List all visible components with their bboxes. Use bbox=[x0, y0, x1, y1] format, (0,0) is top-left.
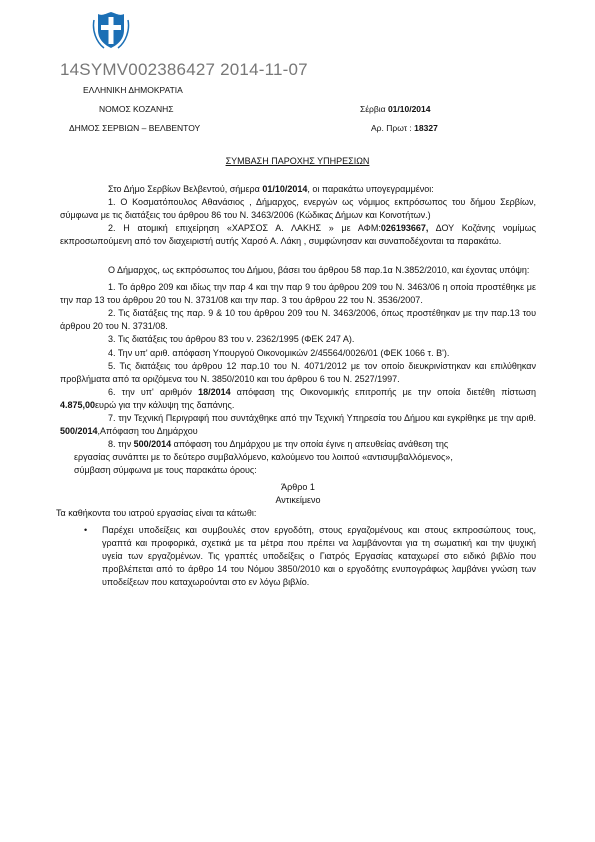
party-2-paragraph bbox=[60, 222, 536, 248]
greek-coat-of-arms-icon bbox=[92, 10, 130, 50]
party-1-paragraph: 1. Ο Κοσματόπουλος Αθανάσιος , Δήμαρχος, ενεργών ως νόμιμος εκπρόσωπος του δήμου Σερβίων, σύμφωνα με τις διατάξεις του άρθρου 86 του Ν. 3463/2006 (Κώδικας Δήμων και Κοινοτήτων.) bbox=[60, 197, 536, 221]
protocol-value: 18327 bbox=[414, 123, 438, 133]
consideration-2: 2. Τις διατάξεις της παρ. 9 & 10 του άρθρου 209 του Ν. 3463/2006, όπως προστέθηκαν με την παρ.13 του άρθρου 20 του Ν. 3731/08. bbox=[60, 308, 536, 332]
consideration-5: 5. Τις διατάξεις του άρθρου 12 παρ.10 του Ν. 4071/2012 με τον οποίο διευκρινίστηκαν και επιλύθηκαν προβλήματα από τα οριζόμενα του Ν. 3850/2010 και του άρθρου 6 του Ν. 2527/1997. bbox=[60, 360, 536, 384]
c8-decision: 500/2014 bbox=[133, 438, 172, 449]
c6-amount: 4.875,00 bbox=[60, 399, 96, 410]
date-label: Σέρβια bbox=[360, 104, 388, 114]
duties-lead: Τα καθήκοντα του ιατρού εργασίας είναι τα κάτωθι: bbox=[56, 508, 257, 519]
c7-text: 7. την Τεχνική Περιγραφή που συντάχθηκε από την Τεχνική Υπηρεσία του Δήμου και εγκρίθηκε με την αριθ. bbox=[108, 412, 536, 423]
party-2-text: 2. Η ατομική επιχείρηση «ΧΑΡΣΟΣ Α. ΛΑΚΗΣ » με ΑΦΜ: bbox=[108, 223, 381, 234]
bullet-icon: • bbox=[84, 525, 88, 536]
header-republic: ΕΛΛΗΝΙΚΗ ΔΗΜΟΚΡΑΤΙΑ bbox=[83, 85, 183, 95]
duty-text: Παρέχει υποδείξεις και συμβουλές στον εργοδότη, στους εργαζομένους και στους εκπροσώπους τους, γραπτά και προφορικά, σχετικά με τα μέτρα που πρέπει να λαμβάνονται για τη σωματική και την ψυχική υγεία των εργαζομένων. Τις γραπτές υποδείξεις ο Γιατρός Εργασίας καταχωρεί στο ειδικό βιβλίο που προβλέπεται από το άρθρο 14 του Νόμου 3850/2010 και ο εργοδότης ενυπογράφως λαμβάνει γνώση των υποδείξεων που καταχωρούνται στο εν λόγω βιβλίο. bbox=[102, 525, 536, 588]
c6-text: 6. την υπ' αριθμόν bbox=[108, 386, 199, 397]
c7-text-end: ,Απόφαση του Δημάρχου bbox=[97, 425, 198, 436]
consideration-3: 3. Τις διατάξεις του άρθρου 83 του ν. 2362/1995 (ΦΕΚ 247 Α). bbox=[108, 334, 355, 345]
consideration-1: 1. Το άρθρο 209 και ιδίως την παρ 4 και την παρ 9 του άρθρου 209 του Ν. 3463/06 η οποία προστέθηκε με την παρ 13 του άρθρου 20 του Ν. 3731/08 και την παρ. 3 του άρθρου 22 του Ν. 3536/2007. bbox=[60, 282, 536, 306]
c8-text: 8. την bbox=[108, 438, 134, 449]
intro-paragraph bbox=[60, 183, 536, 196]
header-protocol bbox=[371, 122, 438, 134]
c6-text-mid: απόφαση της Οικονομικής επιτροπής με την οποία διετέθη πίστωση bbox=[230, 386, 536, 397]
duty-list-item bbox=[60, 524, 536, 589]
consideration-7 bbox=[60, 412, 536, 438]
c8-text-end: απόφαση του Δημάρχου με την οποία έγινε η απευθείας ανάθεση της bbox=[171, 438, 449, 449]
consideration-4: 4. Την υπ' αριθ. απόφαση Υπουργού Οικονομικών 2/45564/0026/01 (ΦΕΚ 1066 τ. Β'). bbox=[108, 347, 450, 358]
intro-text-end: , οι παρακάτω υπογεγραμμένοι: bbox=[307, 184, 434, 194]
intro-date: 01/10/2014 bbox=[262, 184, 308, 194]
contract-line-1: εργασίας συνάπτει με το δεύτερο συμβαλλόμενο, καλούμενο του λοιπού «αντισυμβαλλόμενος», bbox=[74, 451, 453, 462]
header-prefecture: ΝΟΜΟΣ ΚΟΖΑΝΗΣ bbox=[99, 104, 174, 114]
document-id: 14SYMV002386427 2014-11-07 bbox=[60, 60, 308, 79]
consideration-8 bbox=[60, 438, 536, 451]
article-heading: Άρθρο 1 bbox=[281, 481, 315, 492]
mayor-paragraph: Ο Δήμαρχος, ως εκπρόσωπος του Δήμου, βάσει του άρθρου 58 παρ.1α Ν.3852/2010, και έχοντας υπόψη: bbox=[108, 265, 530, 276]
header-municipality: ΔΗΜΟΣ ΣΕΡΒΙΩΝ – ΒΕΛΒΕΝΤΟΥ bbox=[69, 123, 201, 133]
consideration-6 bbox=[60, 386, 536, 412]
contract-line-2: σύμβαση σύμφωνα με τους παρακάτω όρους: bbox=[74, 464, 257, 475]
header-date bbox=[360, 103, 430, 115]
intro-text: Στο Δήμο Σερβίων Βελβεντού, σήμερα bbox=[108, 184, 263, 194]
c6-text-end: ευρώ για την κάλυψη της δαπάνης. bbox=[95, 399, 235, 410]
party-2-afm: 026193667, bbox=[380, 223, 429, 234]
c7-decision: 500/2014 bbox=[60, 425, 98, 436]
article-subheading: Αντικείμενο bbox=[275, 495, 321, 506]
date-value: 01/10/2014 bbox=[387, 104, 431, 114]
party-2-text-end: ΔΟΥ Κοζάνης νομίμως εκπροσωπούμενη από τον διαχειριστή αυτής Χαρσό Α. Λάκη , συμφώνησαν και συναποδέχονται τα παρακάτω. bbox=[60, 223, 536, 247]
document-title: ΣΥΜΒΑΣΗ ΠΑΡΟΧΗΣ ΥΠΗΡΕΣΙΩΝ bbox=[225, 156, 370, 166]
document-body bbox=[56, 183, 536, 589]
protocol-label: Αρ. Πρωτ : bbox=[371, 123, 415, 133]
c6-decision: 18/2014 bbox=[198, 386, 231, 397]
